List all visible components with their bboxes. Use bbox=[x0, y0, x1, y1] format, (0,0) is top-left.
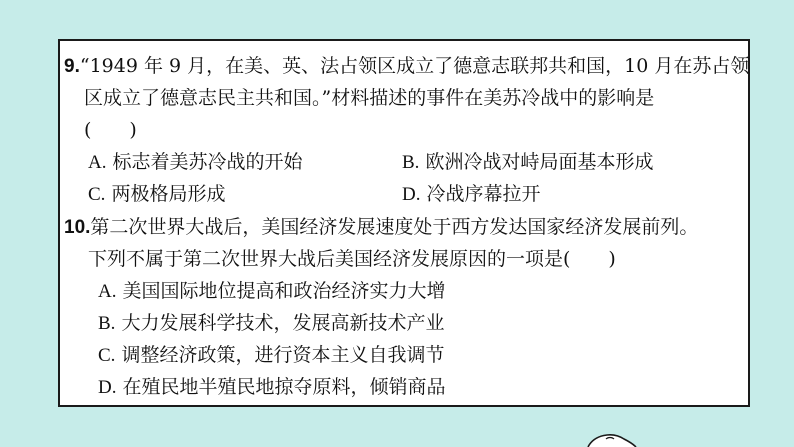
q9-option-c-label: C. bbox=[88, 184, 106, 205]
q9-stem-text-1: “1949 年 9 月，在美、英、法占领区成立了德意志联邦共和国，10 月在苏占领 bbox=[79, 55, 750, 77]
q9-option-b[interactable] bbox=[402, 150, 654, 175]
q9-option-a-label: A. bbox=[88, 152, 107, 173]
q9-answer-blank: ( ) bbox=[84, 119, 137, 141]
q9-option-d[interactable] bbox=[402, 182, 541, 207]
q10-option-d[interactable] bbox=[98, 375, 446, 400]
q9-option-b-text: 欧洲冷战对峙局面基本形成 bbox=[425, 151, 654, 173]
q10-option-b-label: B. bbox=[98, 313, 116, 334]
q10-option-c-label: C. bbox=[98, 345, 116, 366]
q10-stem-line-1 bbox=[64, 215, 698, 240]
cartoon-decoration-icon bbox=[584, 433, 644, 447]
q9-stem-line-2: 区成立了德意志民主共和国。”材料描述的事件在美苏冷战中的影响是 bbox=[84, 87, 655, 109]
q9-stem-line-1 bbox=[64, 54, 749, 79]
q10-stem-line-2: 下列不属于第二次世界大战后美国经济发展原因的一项是( ) bbox=[88, 248, 616, 270]
q9-option-c[interactable] bbox=[88, 182, 226, 207]
q10-option-c-text: 调整经济政策，进行资本主义自我调节 bbox=[121, 344, 445, 366]
q10-option-b-text: 大力发展科学技术，发展高新技术产业 bbox=[121, 312, 445, 334]
question-card bbox=[58, 39, 750, 407]
q10-option-a[interactable] bbox=[98, 279, 446, 304]
q10-option-a-text: 美国国际地位提高和政治经济实力大增 bbox=[122, 280, 446, 302]
q10-option-c[interactable] bbox=[98, 343, 445, 368]
q9-option-d-label: D. bbox=[402, 184, 421, 205]
q10-option-d-label: D. bbox=[98, 377, 117, 398]
q9-number: 9. bbox=[64, 56, 80, 77]
q10-option-b[interactable] bbox=[98, 311, 445, 336]
q10-stem-text-1: 第二次世界大战后，美国经济发展速度处于西方发达国家经济发展前列。 bbox=[90, 216, 699, 238]
q9-option-b-label: B. bbox=[402, 152, 420, 173]
q9-option-d-text: 冷战序幕拉开 bbox=[426, 183, 541, 205]
q10-number: 10. bbox=[64, 217, 91, 238]
q9-option-a-text: 标志着美苏冷战的开始 bbox=[112, 151, 303, 173]
q9-option-a[interactable] bbox=[88, 150, 303, 175]
q10-option-a-label: A. bbox=[98, 281, 117, 302]
q10-option-d-text: 在殖民地半殖民地掠夺原料，倾销商品 bbox=[122, 376, 446, 398]
q9-option-c-text: 两极格局形成 bbox=[111, 183, 226, 205]
